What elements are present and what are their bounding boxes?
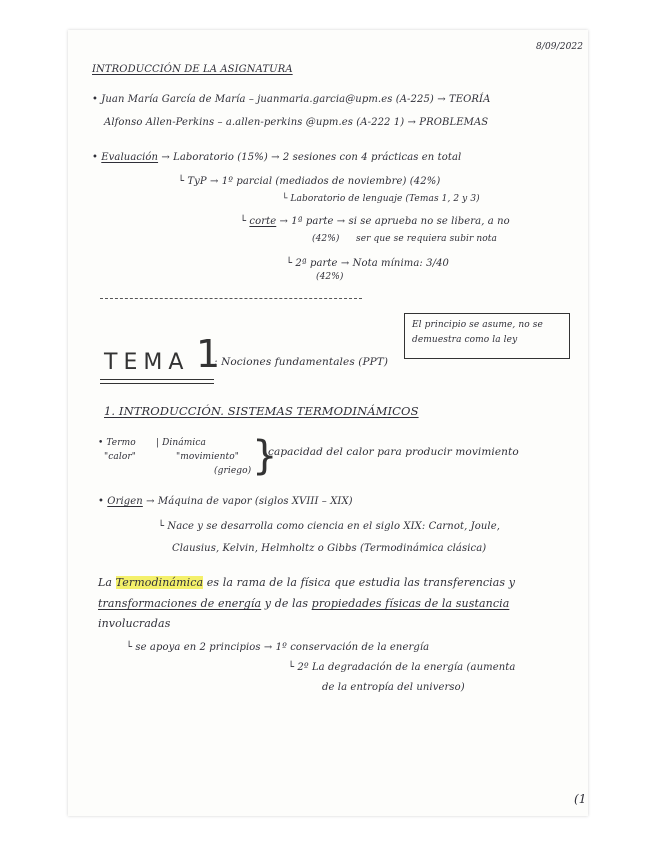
brace-definition: capacidad del calor para producir movimiento <box>268 446 519 458</box>
date: 8/09/2022 <box>536 42 584 52</box>
tema-title: TEMA <box>104 350 190 375</box>
second-part-percent: (42%) <box>316 272 344 282</box>
tema-underline-2 <box>100 383 214 384</box>
definition-properties: propiedades físicas de la sustancia <box>311 597 510 610</box>
origin-label: Origen <box>107 496 143 507</box>
evaluation-label: Evaluación <box>101 152 159 163</box>
definition-conjunction: y de las <box>261 597 312 610</box>
second-principle-1: └ 2º La degradación de la energía (aumenta <box>288 662 516 673</box>
second-part: └ 2ª parte → Nota mínima: 3/40 <box>286 258 450 269</box>
evaluation-lab: → Laboratorio (15%) → 2 sesiones con 4 prácticas en total <box>161 152 462 163</box>
page-header: INTRODUCCIÓN DE LA ASIGNATURA <box>92 64 293 75</box>
principle-note: El principio se asume, no se demuestra como la ley <box>412 320 543 345</box>
termo-word: • Termo <box>98 438 136 448</box>
termo-gloss: "calor" <box>104 452 136 462</box>
dinamica-word: | Dinámica <box>156 438 206 448</box>
dashed-separator <box>100 298 362 299</box>
dinamica-gloss: "movimiento" <box>176 452 239 462</box>
section-title: 1. INTRODUCCIÓN. SISTEMAS TERMODINÁMICOS <box>104 404 419 418</box>
professor-theory: • Juan María García de María – juanmaria.garcia@upm.es (A-225) → TEORÍA <box>92 94 491 105</box>
corte-label: corte <box>249 216 277 227</box>
tema-subtitle: : Nociones fundamentales (PPT) <box>214 356 389 368</box>
first-principle: └ se apoya en 2 principios → 1º conservación de la energía <box>126 642 430 653</box>
definition-post: es la rama de la física que estudia las transferencias y <box>203 576 516 589</box>
definition-line-2 <box>98 597 509 610</box>
highlighted-term: Termodinámica <box>115 576 204 589</box>
corte-percent: (42%) <box>312 234 340 244</box>
definition-energy: transformaciones de energía <box>98 597 262 610</box>
origin-row: • Origen → Máquina de vapor (siglos XVIII – XIX) <box>98 496 353 507</box>
notebook-page <box>68 30 588 816</box>
corte-first-part: → 1ª parte → si se aprueba no se libera, a no <box>279 216 510 227</box>
evaluation-row: • Evaluación → Laboratorio (15%) → 2 sesiones con 4 prácticas en total <box>92 152 462 163</box>
definition-line-3: involucradas <box>98 617 171 630</box>
corte-row: └ corte → 1ª parte → si se aprueba no se libera, a no <box>240 216 510 227</box>
origin-history-1: └ Nace y se desarrolla como ciencia en el siglo XIX: Carnot, Joule, <box>158 521 500 532</box>
brace: } <box>252 433 278 479</box>
evaluation-lab-topics: └ Laboratorio de lenguaje (Temas 1, 2 y 3) <box>282 194 480 204</box>
professor-problems: Alfonso Allen-Perkins – a.allen-perkins @upm.es (A-222 1) → PROBLEMAS <box>104 117 489 128</box>
definition-pre: La <box>98 576 116 589</box>
page-number: (1 <box>574 792 587 806</box>
corte-note: ser que se requiera subir nota <box>356 234 497 244</box>
tema-number: 1 <box>196 332 221 376</box>
definition-line-1 <box>98 576 515 589</box>
evaluation-typ: └ TyP → 1º parcial (mediados de noviembre) (42%) <box>178 176 441 187</box>
origin-steam-engine: → Máquina de vapor (siglos XVIII – XIX) <box>146 496 353 507</box>
origin-history-2: Clausius, Kelvin, Helmholtz o Gibbs (Termodinámica clásica) <box>172 543 487 554</box>
second-principle-2: de la entropía del universo) <box>322 682 465 693</box>
dinamica-greek: (griego) <box>214 466 252 476</box>
tema-underline <box>100 379 214 380</box>
